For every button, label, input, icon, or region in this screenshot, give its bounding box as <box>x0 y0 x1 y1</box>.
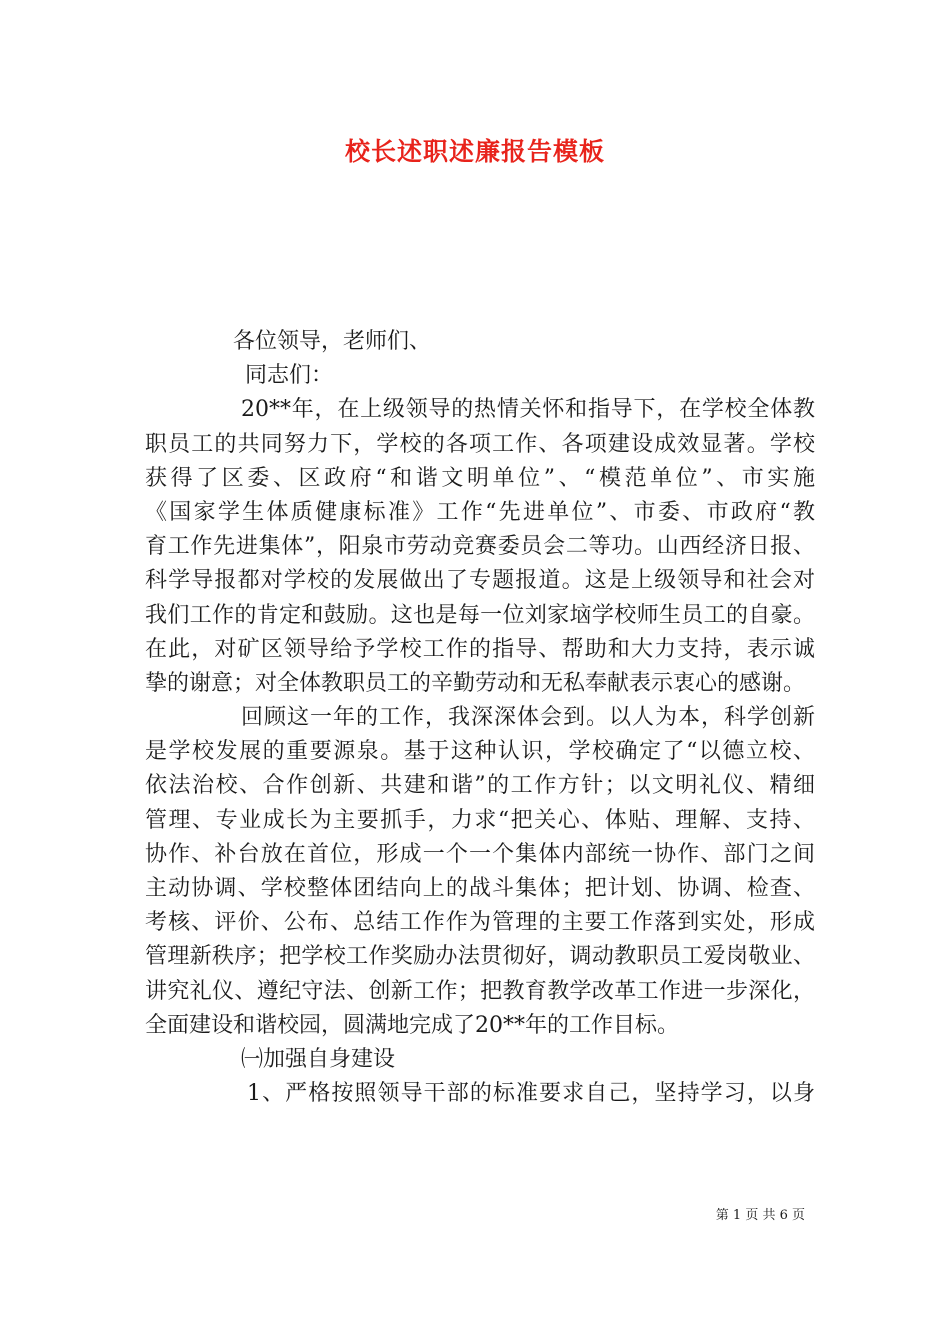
paragraph-line: 回顾这一年的工作，我深深体会到。以人为本，科学创新 <box>241 705 815 731</box>
paragraph-1 <box>145 393 815 701</box>
paragraph-line: 协作、补台放在首位，形成一个一个集体内部统一协作、部门之间 <box>145 841 815 867</box>
paragraph-line: 主动协调、学校整体团结向上的战斗集体；把计划、协调、检查、 <box>145 876 815 901</box>
greeting-line-2: 同志们： <box>245 363 334 389</box>
paragraph-line: 在此，对矿区领导给予学校工作的指导、帮助和大力支持，表示诚 <box>145 636 815 662</box>
paragraph-line: 考核、评价、公布、总结工作作为管理的主要工作落到实处，形成 <box>145 910 815 936</box>
greeting-line-1: 各位领导，老师们、 <box>233 329 432 354</box>
paragraph-line: 全面建设和谐校园，圆满地完成了20**年的工作目标。 <box>145 1012 679 1038</box>
paragraph-line: 依法治校、合作创新、共建和谐”的工作方针；以文明礼仪、精细 <box>145 773 815 799</box>
paragraph-line: 育工作先进集体”，阳泉市劳动竞赛委员会二等功。山西经济日报、 <box>145 534 815 560</box>
paragraph-line: 管理新秩序；把学校工作奖励办法贯彻好，调动教职员工爱岗敬业、 <box>145 944 815 970</box>
paragraph-line: 职员工的共同努力下，学校的各项工作、各项建设成效显著。学校 <box>145 431 815 457</box>
paragraph-2 <box>145 701 815 1043</box>
section-heading: ㈠加强自身建设 <box>241 1046 396 1072</box>
list-item: 1、严格按照领导干部的标准要求自己，坚持学习，以身 <box>247 1081 815 1107</box>
paragraph-line: 挚的谢意；对全体教职员工的辛勤劳动和无私奉献表示衷心的感谢。 <box>145 670 806 696</box>
paragraph-line: 讲究礼仪、遵纪守法、创新工作；把教育教学改革工作进一步深化， <box>145 978 815 1004</box>
paragraph-line: 是学校发展的重要源泉。基于这种认识，学校确定了“以德立校、 <box>145 739 815 765</box>
document-title: 校长述职述廉报告模板 <box>344 137 605 166</box>
paragraph-line: 管理、专业成长为主要抓手，力求“把关心、体贴、理解、支持、 <box>145 807 815 833</box>
paragraph-line: 我们工作的肯定和鼓励。这也是每一位刘家垴学校师生员工的自豪。 <box>145 602 815 628</box>
paragraph-line: 获得了区委、区政府“和谐文明单位”、“模范单位”、市实施 <box>145 465 815 491</box>
paragraph-line: 20**年，在上级领导的热情关怀和指导下，在学校全体教 <box>241 397 815 423</box>
page-footer: 第 1 页 共 6 页 <box>715 1208 805 1223</box>
paragraph-line: 科学导报都对学校的发展做出了专题报道。这是上级领导和社会对 <box>145 568 815 594</box>
paragraph-line: 《国家学生体质健康标准》工作“先进单位”、市委、市政府“教 <box>145 499 815 525</box>
document-body <box>145 325 815 1111</box>
